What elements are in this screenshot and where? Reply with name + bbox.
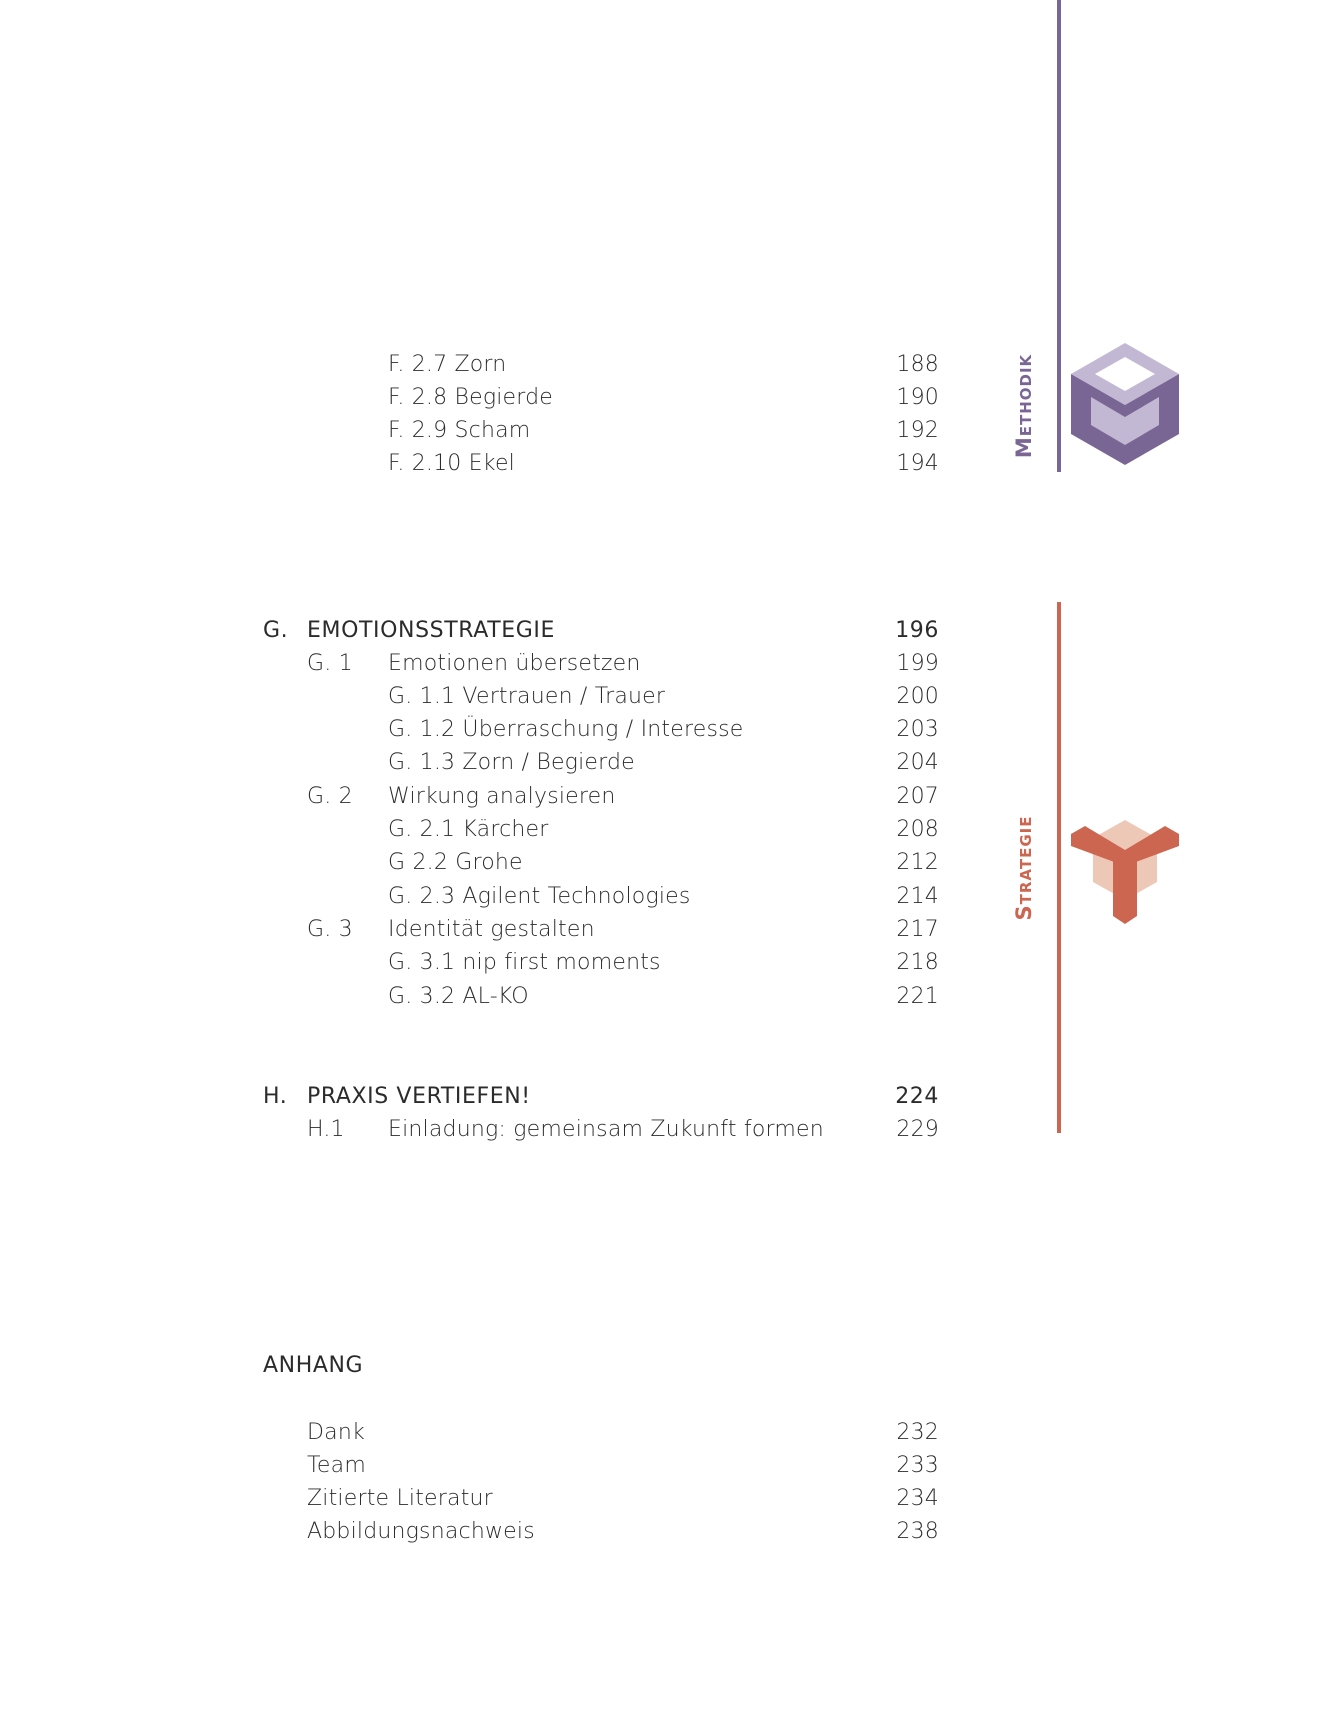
toc-row-g-1[interactable] [0,647,1339,681]
toc-row-h-1[interactable] [0,1113,1339,1147]
toc-title: G. 2.1 Kärcher [388,817,549,842]
toc-title: G 2.2 Grohe [388,850,523,875]
toc-title: Emotionen übersetzen [388,651,641,676]
anhang-title: ANHANG [263,1353,364,1378]
strategie-y-emblem-icon [1071,820,1179,924]
chapter-title: EMOTIONSSTRATEGIE [307,618,555,643]
toc-title: G. 1.3 Zorn / Begierde [388,750,635,775]
toc-title: Zitierte Literatur [307,1486,493,1511]
section-number: H.1 [307,1117,345,1142]
toc-page-number: 232 [896,1420,939,1445]
toc-page-number: 188 [896,352,939,377]
toc-page-number: 218 [896,950,939,975]
toc-title: Team [307,1453,366,1478]
toc-title: Identität gestalten [388,917,595,942]
chapter-letter: G. [263,618,289,643]
toc-page-number: 238 [896,1519,939,1544]
section-number: G. 2 [307,784,353,809]
toc-page-number: 204 [896,750,939,775]
chapter-title: PRAXIS VERTIEFEN! [307,1084,531,1109]
chapter-letter: H. [263,1084,288,1109]
toc-title: F. 2.10 Ekel [388,451,515,476]
strategie-divider-line [1057,602,1061,1133]
toc-page-number: 221 [896,984,939,1009]
toc-page-number: 196 [895,618,939,643]
toc-anhang-heading [0,1349,1339,1383]
toc-row-anhang-team[interactable] [0,1449,1339,1483]
toc-page-number: 234 [896,1486,939,1511]
toc-chapter-h[interactable] [0,1080,1339,1114]
toc-title: Einladung: gemeinsam Zukunft formen [388,1117,824,1142]
toc-page-number: 208 [896,817,939,842]
toc-title: G. 1.2 Überraschung / Interesse [388,717,744,742]
toc-row-anhang-abbildungen[interactable] [0,1515,1339,1549]
toc-row-anhang-literatur[interactable] [0,1482,1339,1516]
toc-chapter-g[interactable] [0,614,1339,648]
toc-row-g-3-1[interactable] [0,946,1339,980]
toc-page-number: 192 [896,418,939,443]
methodik-cube-emblem-icon [1071,343,1179,465]
toc-title: G. 3.1 nip first moments [388,950,661,975]
toc-title: G. 1.1 Vertrauen / Trauer [388,684,666,709]
section-number: G. 1 [307,651,353,676]
toc-title: Abbildungsnachweis [307,1519,535,1544]
toc-row-g-2[interactable] [0,780,1339,814]
toc-title: F. 2.7 Zorn [388,352,507,377]
toc-title: F. 2.8 Begierde [388,385,554,410]
toc-title: F. 2.9 Scham [388,418,531,443]
strategie-section-label: Strategie [1012,815,1036,921]
toc-title: G. 3.2 AL-KO [388,984,529,1009]
toc-page-number: 194 [896,451,939,476]
toc-page-number: 190 [896,385,939,410]
methodik-divider-line [1057,0,1061,472]
toc-title: G. 2.3 Agilent Technologies [388,884,691,909]
toc-row-g-1-2[interactable] [0,713,1339,747]
toc-page-number: 214 [896,884,939,909]
toc-row-g-1-1[interactable] [0,680,1339,714]
toc-row-g-1-3[interactable] [0,746,1339,780]
toc-row-g-3-2[interactable] [0,980,1339,1014]
toc-title: Wirkung analysieren [388,784,616,809]
toc-page-number: 200 [896,684,939,709]
toc-title: Dank [307,1420,365,1445]
toc-page-number: 224 [895,1084,939,1109]
toc-page-number: 207 [896,784,939,809]
section-number: G. 3 [307,917,353,942]
methodik-section-label: Methodik [1012,353,1036,459]
toc-page-number: 217 [896,917,939,942]
toc-page-number: 233 [896,1453,939,1478]
toc-row-anhang-dank[interactable] [0,1416,1339,1450]
toc-page-number: 229 [896,1117,939,1142]
toc-page-number: 212 [896,850,939,875]
toc-page-number: 199 [896,651,939,676]
toc-page-number: 203 [896,717,939,742]
